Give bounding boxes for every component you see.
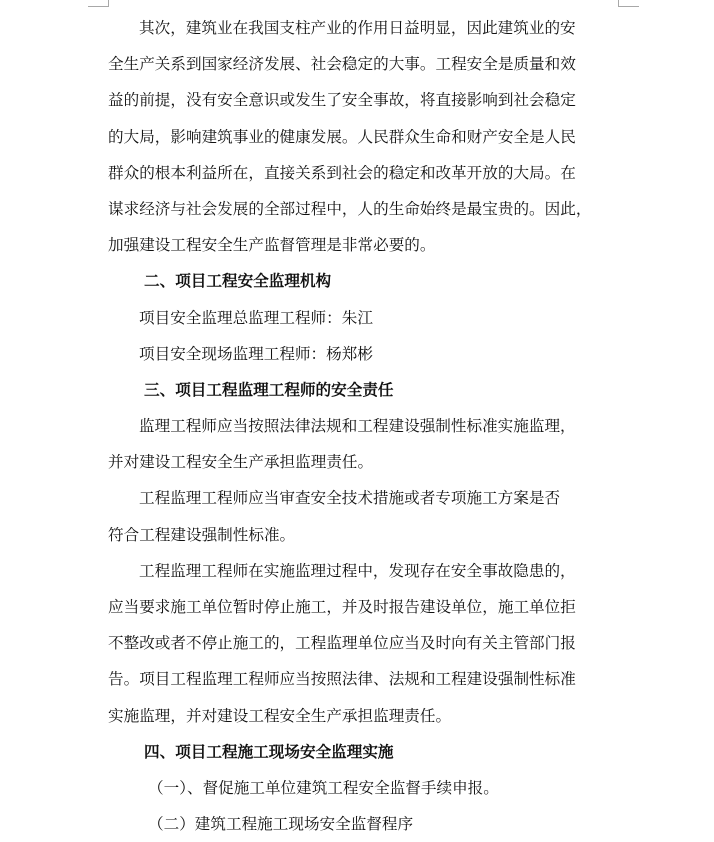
text-line: 监理工程师应当按照法律法规和工程建设强制性标准实施监理， — [139, 417, 576, 436]
subsection-item — [108, 770, 608, 806]
text-line: 工程监理工程师应当审查安全技术措施或者专项施工方案是否 — [139, 489, 561, 508]
body-paragraph — [108, 336, 608, 372]
document-page — [108, 10, 608, 842]
text-line: 群众的根本利益所在，直接关系到社会的稳定和改革开放的大局。在 — [108, 163, 576, 182]
body-paragraph — [108, 300, 608, 336]
section-heading — [108, 263, 608, 299]
text-line: 项目安全现场监理工程师：杨郑彬 — [139, 344, 373, 363]
text-line: （一）、督促施工单位建筑工程安全监督手续申报。 — [148, 778, 499, 797]
text-line: 并对建设工程安全生产承担监理责任。 — [108, 453, 374, 472]
subsection-item — [108, 806, 608, 842]
text-line: 项目安全监理总监理工程师：朱江 — [139, 308, 373, 327]
crop-mark-left — [88, 0, 109, 7]
text-line: 应当要求施工单位暂时停止施工，并及时报告建设单位，施工单位拒 — [108, 598, 576, 616]
text-line: 加强建设工程安全生产监督管理是非常必要的。 — [108, 236, 436, 255]
body-paragraph — [108, 553, 608, 734]
body-paragraph — [108, 10, 608, 263]
body-paragraph — [108, 408, 608, 480]
text-line: 工程监理工程师在实施监理过程中，发现存在安全事故隐患的， — [139, 561, 576, 580]
text-line: 符合工程建设强制性标准。 — [108, 525, 296, 544]
text-line: 四、项目工程施工现场安全监理实施 — [144, 742, 394, 761]
section-heading — [108, 734, 608, 770]
crop-mark-right — [618, 0, 639, 7]
text-line: （二）建筑工程施工现场安全监督程序 — [148, 815, 414, 834]
text-line: 实施监理，并对建设工程安全生产承担监理责任。 — [108, 706, 452, 725]
text-line: 全生产关系到国家经济发展、社会稳定的大事。工程安全是质量和效 — [108, 55, 576, 74]
text-line: 益的前提，没有安全意识或发生了安全事故，将直接影响到社会稳定 — [108, 91, 576, 110]
section-heading — [108, 372, 608, 408]
text-line: 二、项目工程安全监理机构 — [144, 272, 332, 291]
text-line: 的大局，影响建筑事业的健康发展。人民群众生命和财产安全是人民 — [108, 127, 576, 146]
text-line: 谋求经济与社会发展的全部过程中，人的生命始终是最宝贵的。因此， — [108, 199, 592, 218]
text-line: 不整改或者不停止施工的，工程监理单位应当及时向有关主管部门报 — [108, 634, 576, 653]
body-paragraph — [108, 480, 608, 552]
text-line: 其次，建筑业在我国支柱产业的作用日益明显，因此建筑业的安 — [139, 19, 576, 37]
text-line: 三、项目工程监理工程师的安全责任 — [144, 380, 394, 399]
text-line: 告。项目工程监理工程师应当按照法律、法规和工程建设强制性标准 — [108, 670, 576, 689]
